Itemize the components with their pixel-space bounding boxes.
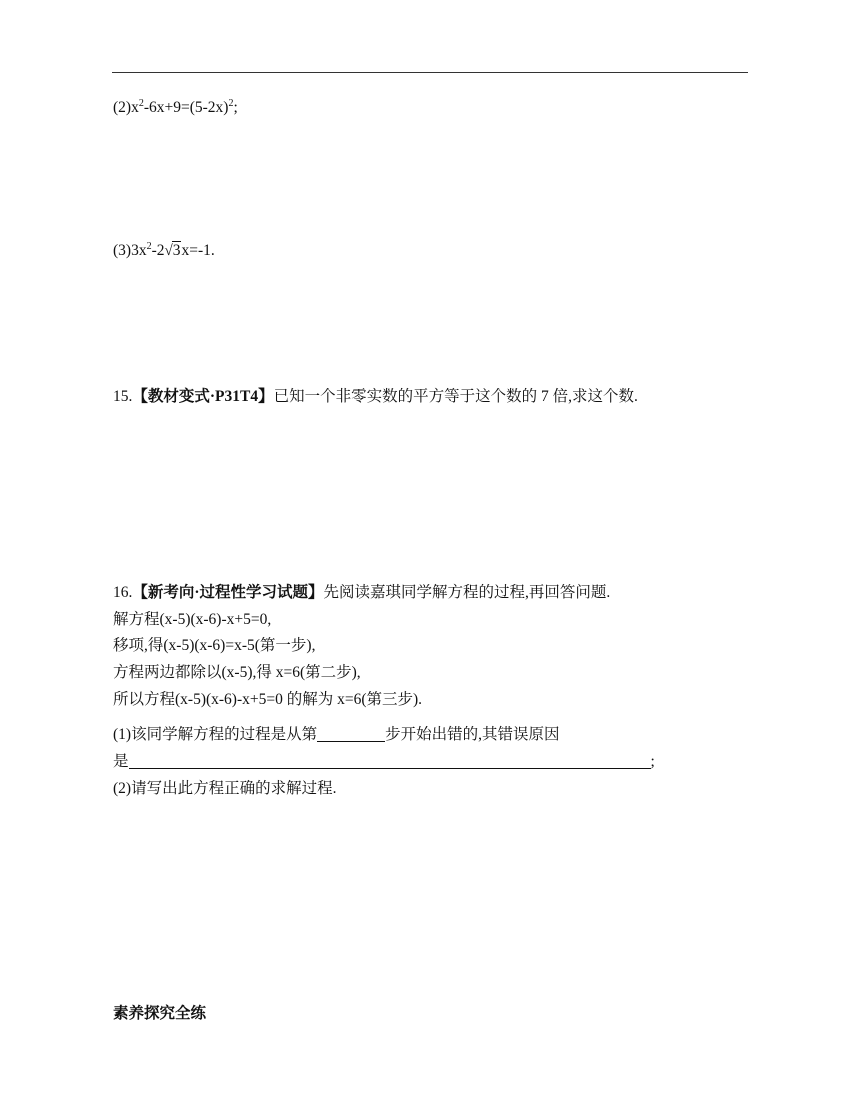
q15-text: 已知一个非零实数的平方等于这个数的 7 倍,求这个数. <box>273 388 638 405</box>
q16-sub2: (2)请写出此方程正确的求解过程. <box>113 780 337 797</box>
q16-sub1-line2 <box>113 752 655 772</box>
q16-sub1-line2-end: ; <box>650 753 655 770</box>
q14-part3-end: x=-1. <box>181 242 215 259</box>
header-rule <box>112 72 748 73</box>
q14-part2-exponent: 2 <box>138 98 144 109</box>
section-title: 素养探究全练 <box>113 1005 207 1022</box>
q16-sub1-before: (1)该同学解方程的过程是从第 <box>113 726 318 743</box>
q14-part3-prefix: (3)3x <box>113 242 147 259</box>
q14-part2 <box>113 98 238 118</box>
sqrt-radicand: 3 <box>172 242 181 259</box>
q16-intro: 先阅读嘉琪同学解方程的过程,再回答问题. <box>323 584 611 601</box>
q16-number: 16. <box>113 584 133 601</box>
q16-sub1-line2-start: 是 <box>113 753 129 770</box>
q16-sub1-after: 步开始出错的,其错误原因 <box>385 726 560 743</box>
sqrt-symbol: √3 <box>164 242 181 259</box>
q16-sub1 <box>113 725 559 745</box>
q14-part2-middle: -6x+9=(5-2x) <box>143 99 229 116</box>
q14-part3-exponent: 2 <box>146 241 152 252</box>
q14-part2-end: ; <box>233 99 238 116</box>
question-15 <box>113 387 638 407</box>
q16-line-4: 所以方程(x-5)(x-6)-x+5=0 的解为 x=6(第三步). <box>113 691 423 708</box>
q14-part2-exponent-2: 2 <box>228 98 234 109</box>
q16-line-1: 解方程(x-5)(x-6)-x+5=0, <box>113 611 272 628</box>
question-16 <box>113 583 610 603</box>
q14-part3-middle: -2 <box>151 242 165 259</box>
q16-line-3: 方程两边都除以(x-5),得 x=6(第二步), <box>113 664 361 681</box>
q14-part2-prefix: (2)x <box>113 99 139 116</box>
q16-tag: 【新考向·过程性学习试题】 <box>132 584 324 601</box>
answer-blank-reason[interactable] <box>129 752 651 769</box>
q14-part3 <box>113 241 215 261</box>
answer-blank-step[interactable] <box>317 725 385 742</box>
q16-line-2: 移项,得(x-5)(x-6)=x-5(第一步), <box>113 637 316 654</box>
q15-number: 15. <box>113 388 133 405</box>
q15-tag: 【教材变式·P31T4】 <box>132 388 274 405</box>
